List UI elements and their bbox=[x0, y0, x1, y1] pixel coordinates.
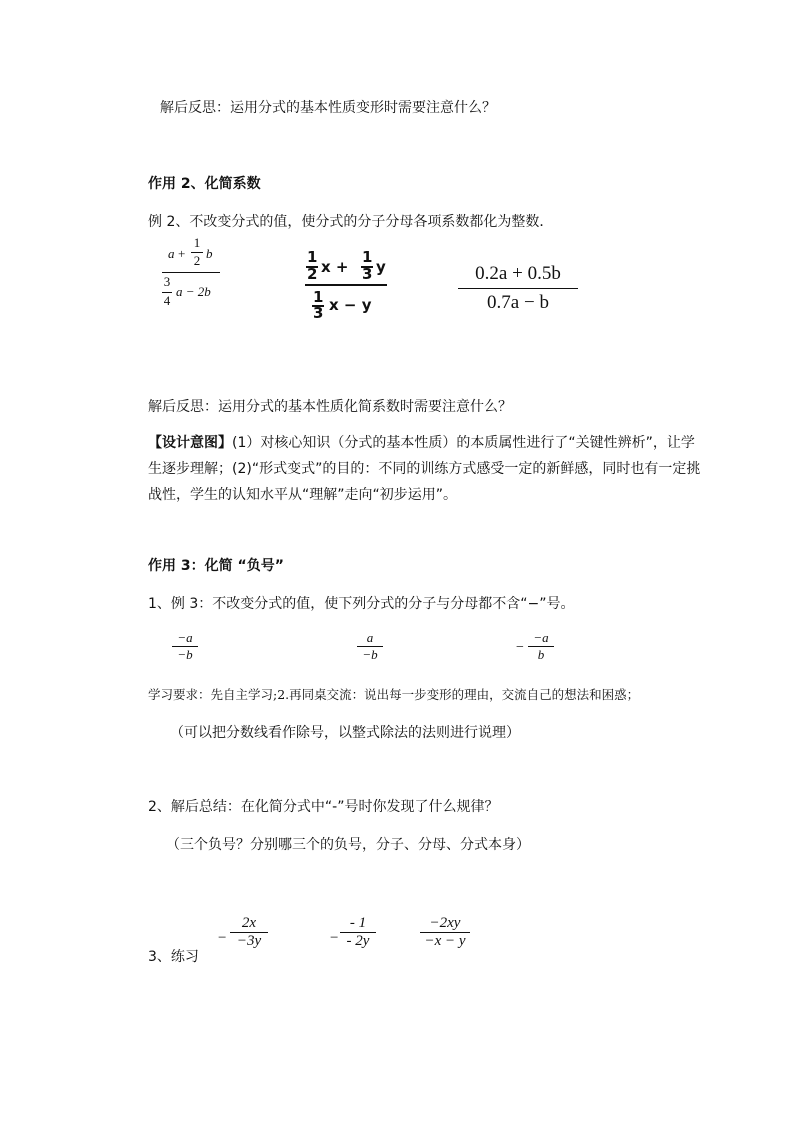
fraction-a-three-quarters-den: 4 bbox=[163, 293, 171, 308]
fraction-example-2b bbox=[305, 248, 395, 324]
practice-1-prefix: − bbox=[218, 930, 227, 946]
fraction-3c-den: b bbox=[537, 647, 545, 662]
fraction-b-third-num: 1 bbox=[362, 248, 373, 266]
practice-2-num: - 1 bbox=[349, 915, 367, 931]
fraction-example-2a bbox=[162, 236, 224, 313]
practice-1-num: 2x bbox=[241, 915, 257, 931]
fraction-a-half-num: 1 bbox=[193, 235, 201, 250]
practice-fraction-3 bbox=[420, 915, 470, 950]
fraction-c-bar bbox=[458, 288, 578, 289]
fraction-b-num-x: x + bbox=[321, 258, 349, 276]
fraction-a-num-a: a bbox=[168, 246, 175, 261]
practice-2-prefix: − bbox=[330, 930, 339, 946]
fraction-example-3a bbox=[172, 630, 198, 663]
fraction-b-third-den: 3 bbox=[362, 265, 373, 283]
fraction-c-den: 0.7a − b bbox=[487, 292, 549, 313]
design-intent-text: (1）对核心知识（分式的基本性质）的本质属性进行了“关键性辨析”，让学生逐步理解；(2)“形式变式”的目的：不同的训练方式感受一定的新鲜感，同时也有一定挑战性，学生的认知水平从“理解”走向“初步运用”。 bbox=[148, 435, 701, 503]
fraction-b-den-third-den: 3 bbox=[313, 304, 324, 322]
design-intent bbox=[148, 430, 708, 508]
fraction-a-num-b: b bbox=[206, 246, 213, 261]
fraction-3b-den: −b bbox=[362, 647, 378, 662]
fraction-b-num-y: y bbox=[376, 258, 386, 276]
fraction-a-three-quarters-num: 3 bbox=[163, 274, 171, 289]
practice-2-den: - 2y bbox=[346, 933, 370, 949]
reflection-2: 解后反思：运用分式的基本性质化简系数时需要注意什么？ bbox=[148, 399, 512, 415]
fraction-example-2c bbox=[458, 262, 578, 315]
fraction-3c-num: −a bbox=[533, 630, 549, 645]
practice-label: 3、练习 bbox=[148, 949, 199, 965]
fraction-3a-den: −b bbox=[177, 647, 193, 662]
fraction-3a-num: −a bbox=[177, 630, 193, 645]
practice-3-den: −x − y bbox=[424, 933, 466, 949]
practice-1-den: −3y bbox=[236, 933, 262, 949]
hint-division: （可以把分数线看作除号，以整式除法的法则进行说理） bbox=[170, 725, 520, 741]
fraction-example-3c bbox=[528, 630, 554, 663]
practice-3-num: −2xy bbox=[429, 915, 461, 931]
fraction-3c-prefix: − bbox=[516, 640, 524, 655]
section-2-title: 作用 2、化简系数 bbox=[148, 176, 261, 192]
reflection-1: 解后反思：运用分式的基本性质变形时需要注意什么？ bbox=[160, 100, 496, 116]
fraction-b-half-num: 1 bbox=[307, 248, 318, 266]
fraction-3b-num: a bbox=[366, 630, 374, 645]
fraction-a-half-den: 2 bbox=[193, 253, 201, 268]
fraction-b-den-third-num: 1 bbox=[313, 288, 324, 306]
section-3-title: 作用 3：化简 “负号” bbox=[148, 558, 284, 574]
fraction-example-3b bbox=[357, 630, 383, 663]
fraction-b-den-rest: x − y bbox=[329, 296, 372, 314]
example-2-text: 例 2、不改变分式的值，使分式的分子分母各项系数都化为整数． bbox=[148, 214, 554, 230]
study-requirements: 学习要求：先自主学习;2.再同桌交流：说出每一步变形的理由，交流自己的想法和困惑； bbox=[148, 687, 640, 702]
design-intent-label: 【设计意图】 bbox=[148, 435, 232, 451]
practice-fraction-1 bbox=[230, 915, 268, 950]
fraction-b-half-den: 2 bbox=[307, 265, 318, 283]
practice-fraction-2 bbox=[340, 915, 376, 950]
fraction-a-plus: + bbox=[178, 246, 186, 261]
summary-hint: （三个负号？分别哪三个的负号，分子、分母、分式本身） bbox=[166, 837, 530, 853]
fraction-c-num: 0.2a + 0.5b bbox=[475, 263, 561, 284]
example-3-text: 1、例 3：不改变分式的值，使下列分式的分子与分母都不含“−”号。 bbox=[148, 596, 575, 612]
summary-question: 2、解后总结：在化简分式中“-”号时你发现了什么规律？ bbox=[148, 799, 499, 815]
fraction-a-den-rest: a − 2b bbox=[176, 284, 211, 299]
